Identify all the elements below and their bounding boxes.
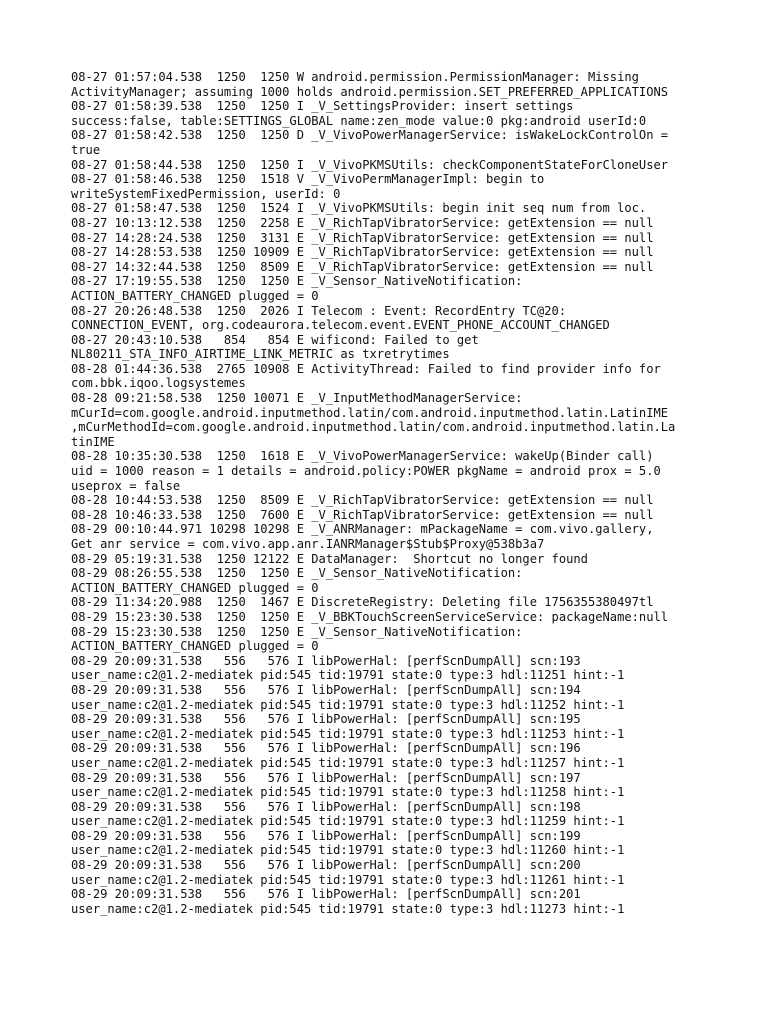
log-line: success:false, table:SETTINGS_GLOBAL name:zen_mode value:0 pkg:android userId:0 — [71, 113, 647, 128]
log-line: 08-27 01:58:47.538 1250 1524 I _V_VivoPKMSUtils: begin init seq num from loc. — [71, 201, 647, 216]
log-line: 08-29 05:19:31.538 1250 12122 E DataManager: Shortcut no longer found — [71, 551, 588, 566]
log-line: 08-27 20:26:48.538 1250 2026 I Telecom : Event: RecordEntry TC@20: — [71, 303, 567, 318]
log-line: tinIME — [71, 434, 115, 449]
log-line: 08-29 20:09:31.538 556 576 I libPowerHal: [perfScnDumpAll] scn:199 — [71, 828, 581, 843]
log-line: user_name:c2@1.2-mediatek pid:545 tid:19791 state:0 type:3 hdl:11257 hint:-1 — [71, 755, 625, 770]
log-line: 08-29 20:09:31.538 556 576 I libPowerHal: [perfScnDumpAll] scn:201 — [71, 887, 581, 902]
log-line: user_name:c2@1.2-mediatek pid:545 tid:19791 state:0 type:3 hdl:11259 hint:-1 — [71, 814, 625, 829]
log-line: 08-27 01:57:04.538 1250 1250 W android.permission.PermissionManager: Missing — [71, 70, 639, 84]
log-line: ACTION_BATTERY_CHANGED plugged = 0 — [71, 639, 319, 654]
log-line: 08-29 20:09:31.538 556 576 I libPowerHal: [perfScnDumpAll] scn:195 — [71, 712, 581, 727]
log-line: 08-29 20:09:31.538 556 576 I libPowerHal: [perfScnDumpAll] scn:197 — [71, 770, 581, 785]
log-line: ACTION_BATTERY_CHANGED plugged = 0 — [71, 288, 319, 303]
log-line: 08-29 20:09:31.538 556 576 I libPowerHal: [perfScnDumpAll] scn:196 — [71, 741, 581, 756]
log-line: user_name:c2@1.2-mediatek pid:545 tid:19791 state:0 type:3 hdl:11251 hint:-1 — [71, 668, 625, 683]
log-line: ACTION_BATTERY_CHANGED plugged = 0 — [71, 580, 319, 595]
log-line: 08-27 14:32:44.538 1250 8509 E _V_RichTapVibratorService: getExtension == null — [71, 259, 654, 274]
log-line: 08-29 20:09:31.538 556 576 I libPowerHal: [perfScnDumpAll] scn:198 — [71, 799, 581, 814]
log-line: 08-27 01:58:44.538 1250 1250 I _V_VivoPKMSUtils: checkComponentStateForCloneUser — [71, 157, 669, 172]
log-line: Get anr service = com.vivo.app.anr.IANRManager$Stub$Proxy@538b3a7 — [71, 537, 545, 551]
log-line: ActivityManager; assuming 1000 holds android.permission.SET_PREFERRED_APPLICATIONS — [71, 84, 669, 99]
log-line: 08-29 00:10:44.971 10298 10298 E _V_ANRManager: mPackageName = com.vivo.gallery, — [71, 522, 654, 537]
log-line: writeSystemFixedPermission, userId: 0 — [71, 186, 341, 201]
log-line: true — [71, 142, 101, 157]
log-line: user_name:c2@1.2-mediatek pid:545 tid:19791 state:0 type:3 hdl:11252 hint:-1 — [71, 697, 625, 712]
log-line: 08-29 20:09:31.538 556 576 I libPowerHal: [perfScnDumpAll] scn:194 — [71, 682, 581, 697]
log-line: 08-29 15:23:30.538 1250 1250 E _V_Sensor_NativeNotification: — [71, 624, 523, 639]
log-line: 08-27 14:28:24.538 1250 3131 E _V_RichTapVibratorService: getExtension == null — [71, 230, 654, 245]
log-line: com.bbk.iqoo.logsystemes — [71, 376, 246, 391]
log-line: user_name:c2@1.2-mediatek pid:545 tid:19791 state:0 type:3 hdl:11261 hint:-1 — [71, 872, 625, 887]
log-line: 08-27 14:28:53.538 1250 10909 E _V_RichTapVibratorService: getExtension == null — [71, 245, 654, 260]
log-line: 08-29 20:09:31.538 556 576 I libPowerHal: [perfScnDumpAll] scn:200 — [71, 858, 581, 873]
log-line: NL80211_STA_INFO_AIRTIME_LINK_METRIC as txretrytimes — [71, 347, 450, 362]
log-line: 08-28 10:44:53.538 1250 8509 E _V_RichTapVibratorService: getExtension == null — [71, 493, 654, 508]
log-line: CONNECTION_EVENT, org.codeaurora.telecom.event.EVENT_PHONE_ACCOUNT_CHANGED — [71, 318, 610, 333]
log-line: 08-28 10:46:33.538 1250 7600 E _V_RichTapVibratorService: getExtension == null — [71, 507, 654, 522]
log-line: user_name:c2@1.2-mediatek pid:545 tid:19791 state:0 type:3 hdl:11253 hint:-1 — [71, 726, 625, 741]
log-line: 08-28 01:44:36.538 2765 10908 E ActivityThread: Failed to find provider info for — [71, 361, 661, 376]
log-line: 08-27 01:58:42.538 1250 1250 D _V_VivoPowerManagerService: isWakeLockControlOn = — [71, 128, 669, 143]
log-line: 08-27 10:13:12.538 1250 2258 E _V_RichTapVibratorService: getExtension == null — [71, 215, 654, 230]
log-line: 08-28 10:35:30.538 1250 1618 E _V_VivoPowerManagerService: wakeUp(Binder call) — [71, 449, 654, 464]
log-line: 08-27 01:58:46.538 1250 1518 V _V_VivoPermManagerImpl: begin to — [71, 172, 545, 187]
log-line: 08-29 11:34:20.988 1250 1467 E DiscreteRegistry: Deleting file 1756355380497tl — [71, 595, 654, 610]
log-line: 08-28 09:21:58.538 1250 10071 E _V_InputMethodManagerService: — [71, 391, 523, 406]
log-line: 08-29 20:09:31.538 556 576 I libPowerHal: [perfScnDumpAll] scn:193 — [71, 653, 581, 668]
log-line: uid = 1000 reason = 1 details = android.policy:POWER pkgName = android prox = 5.0 — [71, 464, 661, 479]
log-line: mCurId=com.google.android.inputmethod.latin/com.android.inputmethod.latin.LatinIME — [71, 405, 669, 420]
log-line: 08-29 08:26:55.538 1250 1250 E _V_Sensor_NativeNotification: — [71, 566, 523, 581]
log-line: user_name:c2@1.2-mediatek pid:545 tid:19791 state:0 type:3 hdl:11260 hint:-1 — [71, 843, 625, 858]
log-line: 08-27 01:58:39.538 1250 1250 I _V_SettingsProvider: insert settings — [71, 99, 574, 114]
log-line: user_name:c2@1.2-mediatek pid:545 tid:19791 state:0 type:3 hdl:11273 hint:-1 — [71, 901, 625, 916]
log-lines — [71, 70, 711, 916]
log-line: user_name:c2@1.2-mediatek pid:545 tid:19791 state:0 type:3 hdl:11258 hint:-1 — [71, 785, 625, 800]
log-line: useprox = false — [71, 478, 181, 493]
log-document — [71, 70, 711, 916]
log-line: 08-27 20:43:10.538 854 854 E wificond: Failed to get — [71, 332, 479, 347]
log-line: 08-29 15:23:30.538 1250 1250 E _V_BBKTouchScreenServiceService: packageName:null — [71, 609, 669, 624]
log-line: 08-27 17:19:55.538 1250 1250 E _V_Sensor_NativeNotification: — [71, 274, 523, 289]
log-line: ,mCurMethodId=com.google.android.inputmethod.latin/com.android.inputmethod.latin.La — [71, 420, 676, 435]
